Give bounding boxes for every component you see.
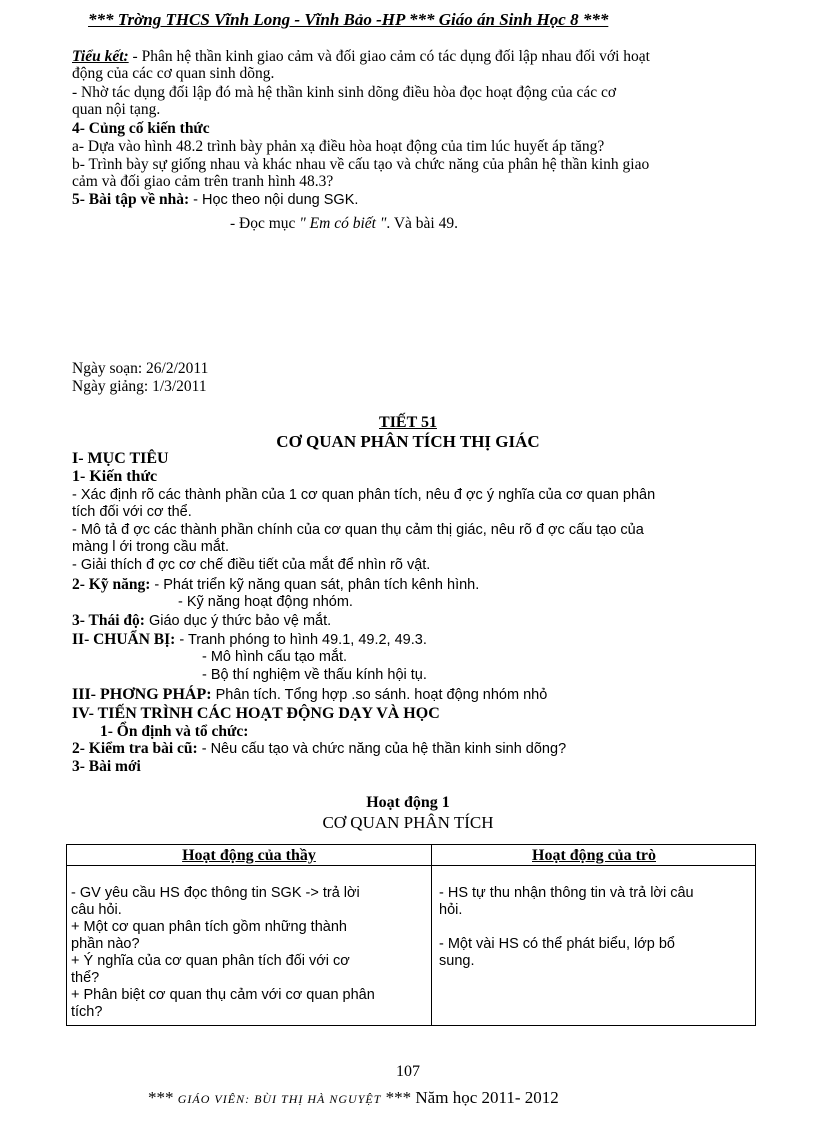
page-footer: *** GIÁO VIÊN: BÙI THỊ HÀ NGUYỆT *** Năm học 2011- 2012 (148, 1088, 559, 1107)
date-taught: Ngày giảng: 1/3/2011 (72, 378, 207, 395)
table-cell-line: + Một cơ quan phân tích gồm những thành (71, 919, 347, 935)
process-step-2: 2- Kiểm tra bài cũ: - Nêu cấu tạo và chức năng của hệ thần kinh sinh dõng? (72, 740, 567, 757)
knowledge-item-2b: màng l ới trong cầu mắt. (72, 539, 229, 555)
table-cell-line: - GV yêu cầu HS đọc thông tin SGK -> trả lời (71, 885, 360, 901)
table-cell-line: hỏi. (439, 902, 463, 918)
summary-label: Tiểu kết: (72, 48, 129, 65)
summary-line-1: Tiểu kết: - Phân hệ thần kinh giao cảm và đối giao cảm có tác dụng đối lập nhau đối với hoạt (72, 48, 650, 65)
lesson-number: TIẾT 51 (379, 414, 437, 431)
knowledge-item-1a: - Xác định rõ các thành phần của 1 cơ quan phân tích, nêu đ ợc ý nghĩa của cơ quan phân (72, 487, 656, 503)
knowledge-heading: 1- Kiến thức (72, 468, 158, 485)
teacher-activity-cell (71, 885, 427, 1021)
table-cell-line: thể? (71, 970, 100, 986)
consolidate-question-b-line2: cảm và đối giao cảm trên tranh hình 48.3? (72, 173, 334, 190)
skills-label: 2- Kỹ năng: (72, 576, 151, 593)
process-step-1: 1- Ổn định và tổ chức: (100, 723, 249, 740)
consolidate-heading: 4- Củng cố kiến thức (72, 120, 210, 137)
attitude-label: 3- Thái độ: (72, 612, 145, 629)
consolidate-question-a: a- Dựa vào hình 48.2 trình bày phản xạ điều hòa hoạt động của tim lúc huyết áp tăng? (72, 138, 605, 155)
table-header-teacher: Hoạt động của thầy (182, 847, 316, 864)
page-header: *** Trờng THCS Vĩnh Long - Vĩnh Bảo -HP *** Giáo án Sinh Học 8 *** (88, 10, 609, 29)
table-cell-line: - Một vài HS có thể phát biểu, lớp bổ (439, 936, 675, 952)
prep-line-3: - Bộ thí nghiệm về thấu kính hội tụ. (202, 667, 427, 683)
table-header-divider (67, 865, 755, 866)
lesson-title: CƠ QUAN PHÂN TÍCH THỊ GIÁC (276, 432, 540, 451)
date-prepared: Ngày soạn: 26/2/2011 (72, 360, 209, 377)
table-cell-line (439, 919, 751, 936)
table-column-divider (431, 845, 432, 1025)
skills-line-2: - Kỹ năng hoạt động nhóm. (178, 594, 353, 610)
process-step-3: 3- Bài mới (72, 758, 141, 775)
homework-line-1: 5- Bài tập về nhà: - Học theo nội dung SGK. (72, 191, 359, 208)
process-heading: IV- TIẾN TRÌNH CÁC HOẠT ĐỘNG DẠY VÀ HỌC (72, 705, 440, 722)
table-cell-line: + Ý nghĩa của cơ quan phân tích đối với cơ (71, 953, 350, 969)
method-heading: III- PHƠNG PHÁP: (72, 686, 212, 703)
homework-label: 5- Bài tập về nhà: (72, 191, 190, 208)
table-cell-line: phần nào? (71, 936, 140, 952)
table-cell-line: tích? (71, 1004, 103, 1020)
activity-title: Hoạt động 1 (366, 794, 450, 811)
homework-line-2: - Đọc mục " Em có biết ". Và bài 49. (230, 215, 458, 232)
knowledge-item-2a: - Mô tả đ ợc các thành phần chính của cơ quan thụ cảm thị giác, nêu rõ đ ợc cấu tạo của (72, 522, 644, 538)
activity-table (66, 844, 756, 1026)
table-cell-line: câu hỏi. (71, 902, 122, 918)
knowledge-item-1b: tích đối với cơ thể. (72, 504, 192, 520)
summary-line-3: - Nhờ tác dụng đối lập đó mà hệ thần kinh sinh dõng điều hòa đọc hoạt động của các cơ (72, 84, 617, 101)
method-line: III- PHƠNG PHÁP: Phân tích. Tổng hợp .so sánh. hoạt động nhóm nhỏ (72, 686, 548, 703)
skills-line-1: 2- Kỹ năng: - Phát triển kỹ năng quan sát, phân tích kênh hình. (72, 576, 480, 593)
table-cell-line: - HS tự thu nhận thông tin và trả lời câu (439, 885, 694, 901)
process-step-2-label: 2- Kiểm tra bài cũ: (72, 740, 198, 757)
activity-subtitle: CƠ QUAN PHÂN TÍCH (322, 813, 494, 832)
table-header-student: Hoạt động của trò (532, 847, 656, 864)
table-cell-line: sung. (439, 953, 475, 969)
prep-line-2: - Mô hình cấu tạo mắt. (202, 649, 348, 665)
page-number: 107 (396, 1063, 420, 1080)
prep-heading: II- CHUẨN BỊ: (72, 631, 176, 648)
attitude-line: 3- Thái độ: Giáo dục ý thức bảo vệ mắt. (72, 612, 332, 629)
student-activity-cell (439, 885, 751, 970)
knowledge-item-3: - Giải thích đ ợc cơ chế điều tiết của mắt để nhìn rõ vật. (72, 557, 431, 573)
consolidate-question-b-line1: b- Trình bày sự giống nhau và khác nhau về cấu tạo và chức năng của phân hệ thần kinh giao (72, 156, 650, 173)
footer-author: GIÁO VIÊN: BÙI THỊ HÀ NGUYỆT (177, 1092, 382, 1106)
objectives-heading: I- MỤC TIÊU (72, 450, 169, 467)
footer-school-year: Năm học 2011- 2012 (415, 1088, 559, 1107)
summary-line-4: quan nội tạng. (72, 101, 161, 118)
summary-line-2: động của các cơ quan sinh dõng. (72, 65, 275, 82)
prep-line-1: II- CHUẨN BỊ: - Tranh phóng to hình 49.1, 49.2, 49.3. (72, 631, 427, 648)
table-cell-line: + Phân biệt cơ quan thụ cảm với cơ quan phân (71, 987, 375, 1003)
